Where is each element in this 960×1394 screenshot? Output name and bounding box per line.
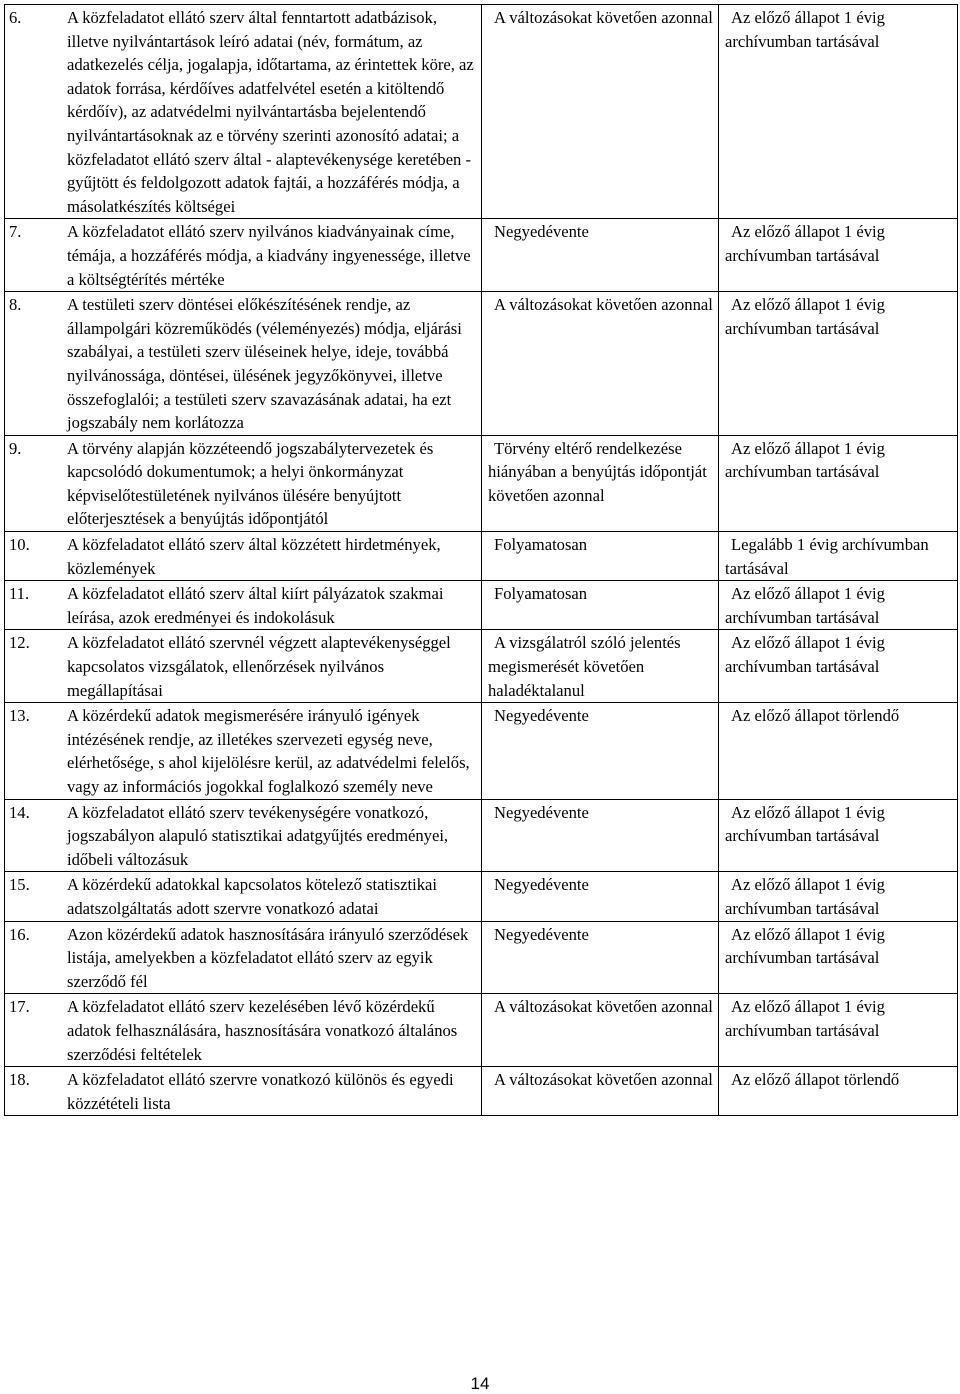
item-description: A törvény alapján közzéteendő jogszabálytervezetek és kapcsolódó dokumentumok; a helyi önkormányzat képviselőtestületének nyilvános ülésére benyújtott előterjesztések a benyújtás időpontjától [67, 438, 434, 529]
retention-cell [719, 435, 958, 531]
item-number: 10. [9, 535, 30, 555]
update-frequency: Negyedévente [494, 706, 589, 726]
update-frequency: Folyamatosan [494, 535, 588, 555]
item-description: A közfeladatot ellátó szerv nyilvános kiadványainak címe, témája, a hozzáférés módja, a kiadvány ingyenessége, illetve a költségtérítés mértéke [67, 222, 471, 289]
update-frequency: Folyamatosan [494, 584, 588, 604]
table-row [5, 581, 958, 630]
update-frequency-cell [482, 532, 719, 581]
item-number: 7. [9, 222, 22, 242]
retention-rule: Az előző állapot 1 évig archívumban tartásával [725, 222, 885, 265]
update-frequency: A változásokat követően azonnal [494, 8, 713, 27]
retention-cell [719, 703, 958, 799]
item-description: A közfeladatot ellátó szerv által kiírt pályázatok szakmai leírása, azok eredményei és indokolásuk [67, 584, 444, 627]
retention-rule: Az előző állapot 1 évig archívumban tartásával [725, 924, 885, 968]
update-frequency-cell [482, 921, 719, 994]
item-description-cell [5, 872, 482, 921]
update-frequency-cell [482, 581, 719, 630]
table-row [5, 532, 958, 581]
table-row [5, 292, 958, 436]
table-row [5, 994, 958, 1067]
item-description: Azon közérdekű adatok hasznosítására irányuló szerződések listája, amelyekben a közfeladatot ellátó szerv az egyik szerződő fél [67, 924, 469, 991]
item-description: A közfeladatot ellátó szervnél végzett alaptevékenységgel kapcsolatos vizsgálatok, ellenőrzések nyilvános megállapításai [67, 633, 451, 700]
item-description-cell [5, 292, 482, 436]
item-description: A közfeladatot ellátó szerv tevékenységére vonatkozó, jogszabályon alapuló statisztikai adatgyűjtés eredményei, időbeli változásuk [67, 802, 449, 869]
update-frequency-cell [482, 703, 719, 799]
update-frequency-cell [482, 1067, 719, 1116]
update-frequency-cell [482, 630, 719, 703]
item-number: 6. [9, 8, 22, 27]
retention-cell [719, 921, 958, 994]
update-frequency-cell [482, 219, 719, 292]
update-frequency: A változásokat követően azonnal [494, 1070, 713, 1090]
item-description-cell [5, 532, 482, 581]
item-description-cell [5, 921, 482, 994]
item-description-cell [5, 581, 482, 630]
retention-cell [719, 532, 958, 581]
item-description: A testületi szerv döntései előkészítésének rendje, az állampolgári közreműködés (véleményezés) módja, eljárási szabályai, a testületi szerv üléseinek helye, ideje, továbbá nyilvánossága, döntései, ülésének jegyzőkönyvei, illetve összefoglalói; a testületi szerv szavazásának adatai, ha ezt jogszabály nem korlátozza [67, 295, 462, 433]
item-description-cell [5, 994, 482, 1067]
table-row [5, 435, 958, 531]
item-number: 12. [9, 633, 30, 653]
retention-rule: Az előző állapot 1 évig archívumban tartásával [725, 584, 885, 627]
item-number: 18. [9, 1070, 30, 1090]
retention-rule: Az előző állapot 1 évig archívumban tartásával [725, 438, 885, 482]
item-number: 11. [9, 584, 30, 604]
table-body [5, 5, 958, 1116]
update-frequency-cell [482, 872, 719, 921]
update-frequency: Negyedévente [494, 875, 589, 895]
table-row [5, 5, 958, 219]
retention-cell [719, 1067, 958, 1116]
table-row [5, 630, 958, 703]
update-frequency: Negyedévente [494, 924, 589, 944]
retention-rule: Az előző állapot törlendő [731, 1070, 900, 1090]
retention-cell [719, 292, 958, 436]
item-number: 9. [9, 438, 22, 458]
item-description-cell [5, 799, 482, 872]
update-frequency-cell [482, 435, 719, 531]
disclosure-table [4, 4, 958, 1116]
retention-cell [719, 872, 958, 921]
retention-rule: Az előző állapot törlendő [731, 706, 900, 726]
retention-cell [719, 799, 958, 872]
item-description: A közérdekű adatokkal kapcsolatos kötelező statisztikai adatszolgáltatás adott szervre vonatkozó adatai [67, 875, 438, 918]
item-description: A közfeladatot ellátó szervre vonatkozó különös és egyedi közzétételi lista [67, 1070, 454, 1113]
item-description: A közfeladatot ellátó szerv által fenntartott adatbázisok, illetve nyilvántartások leíró adatai (név, formátum, az adatkezelés célja, jogalapja, időtartama, az érintettek köre, az adatok forrása, kérdőíves adatfelvétel esetén a kitöltendő kérdőív), az adatvédelmi nyilvántartásba bejelentendő nyilvántartásoknak az e törvény szerinti azonosító adatai; a közfeladatot ellátó szerv által - alaptevékenysége keretében - gyűjtött és feldolgozott adatok fajtái, a hozzáférés módja, a másolatkészítés költségei [67, 8, 474, 216]
retention-rule: Az előző állapot 1 évig archívumban tartásával [725, 875, 885, 918]
retention-rule: Az előző állapot 1 évig archívumban tartásával [725, 802, 885, 846]
retention-cell [719, 219, 958, 292]
retention-cell [719, 581, 958, 630]
retention-rule: Legalább 1 évig archívumban tartásával [725, 535, 929, 578]
item-description: A közfeladatot ellátó szerv által közzétett hirdetmények, közlemények [67, 535, 441, 578]
item-number: 8. [9, 295, 22, 315]
item-number: 17. [9, 997, 30, 1017]
item-description: A közfeladatot ellátó szerv kezelésében lévő közérdekű adatok felhasználására, hasznosítására vonatkozó általános szerződési feltételek [67, 997, 458, 1064]
item-description-cell [5, 703, 482, 799]
update-frequency: Negyedévente [494, 222, 589, 242]
retention-cell [719, 630, 958, 703]
item-description: A közérdekű adatok megismerésére irányuló igények intézésének rendje, az illetékes szervezeti egység neve, elérhetősége, s ahol kijelölésre kerül, az adatvédelmi felelős, vagy az információs jogokkal foglalkozó személy neve [67, 706, 470, 796]
retention-rule: Az előző állapot 1 évig archívumban tartásával [725, 8, 885, 51]
item-description-cell [5, 5, 482, 219]
item-number: 13. [9, 706, 30, 726]
item-description-cell [5, 435, 482, 531]
item-number: 16. [9, 924, 30, 944]
update-frequency: Negyedévente [494, 802, 589, 822]
retention-rule: Az előző állapot 1 évig archívumban tartásával [725, 997, 885, 1040]
item-number: 14. [9, 802, 30, 822]
item-number: 15. [9, 875, 30, 895]
update-frequency: A változásokat követően azonnal [494, 997, 713, 1017]
retention-cell [719, 5, 958, 219]
retention-rule: Az előző állapot 1 évig archívumban tartásával [725, 295, 885, 338]
update-frequency-cell [482, 5, 719, 219]
item-description-cell [5, 219, 482, 292]
table-row [5, 219, 958, 292]
update-frequency: A vizsgálatról szóló jelentés megismerését követően haladéktalanul [488, 633, 681, 700]
retention-rule: Az előző állapot 1 évig archívumban tartásával [725, 633, 885, 677]
table-row [5, 1067, 958, 1116]
update-frequency: Törvény eltérő rendelkezése hiányában a benyújtás időpontját követően azonnal [488, 438, 707, 505]
table-row [5, 799, 958, 872]
table-row [5, 921, 958, 994]
item-description-cell [5, 1067, 482, 1116]
page-number: 14 [470, 1374, 490, 1393]
update-frequency: A változásokat követően azonnal [494, 295, 713, 315]
update-frequency-cell [482, 292, 719, 436]
update-frequency-cell [482, 799, 719, 872]
item-description-cell [5, 630, 482, 703]
table-row [5, 703, 958, 799]
update-frequency-cell [482, 994, 719, 1067]
table-row [5, 872, 958, 921]
retention-cell [719, 994, 958, 1067]
